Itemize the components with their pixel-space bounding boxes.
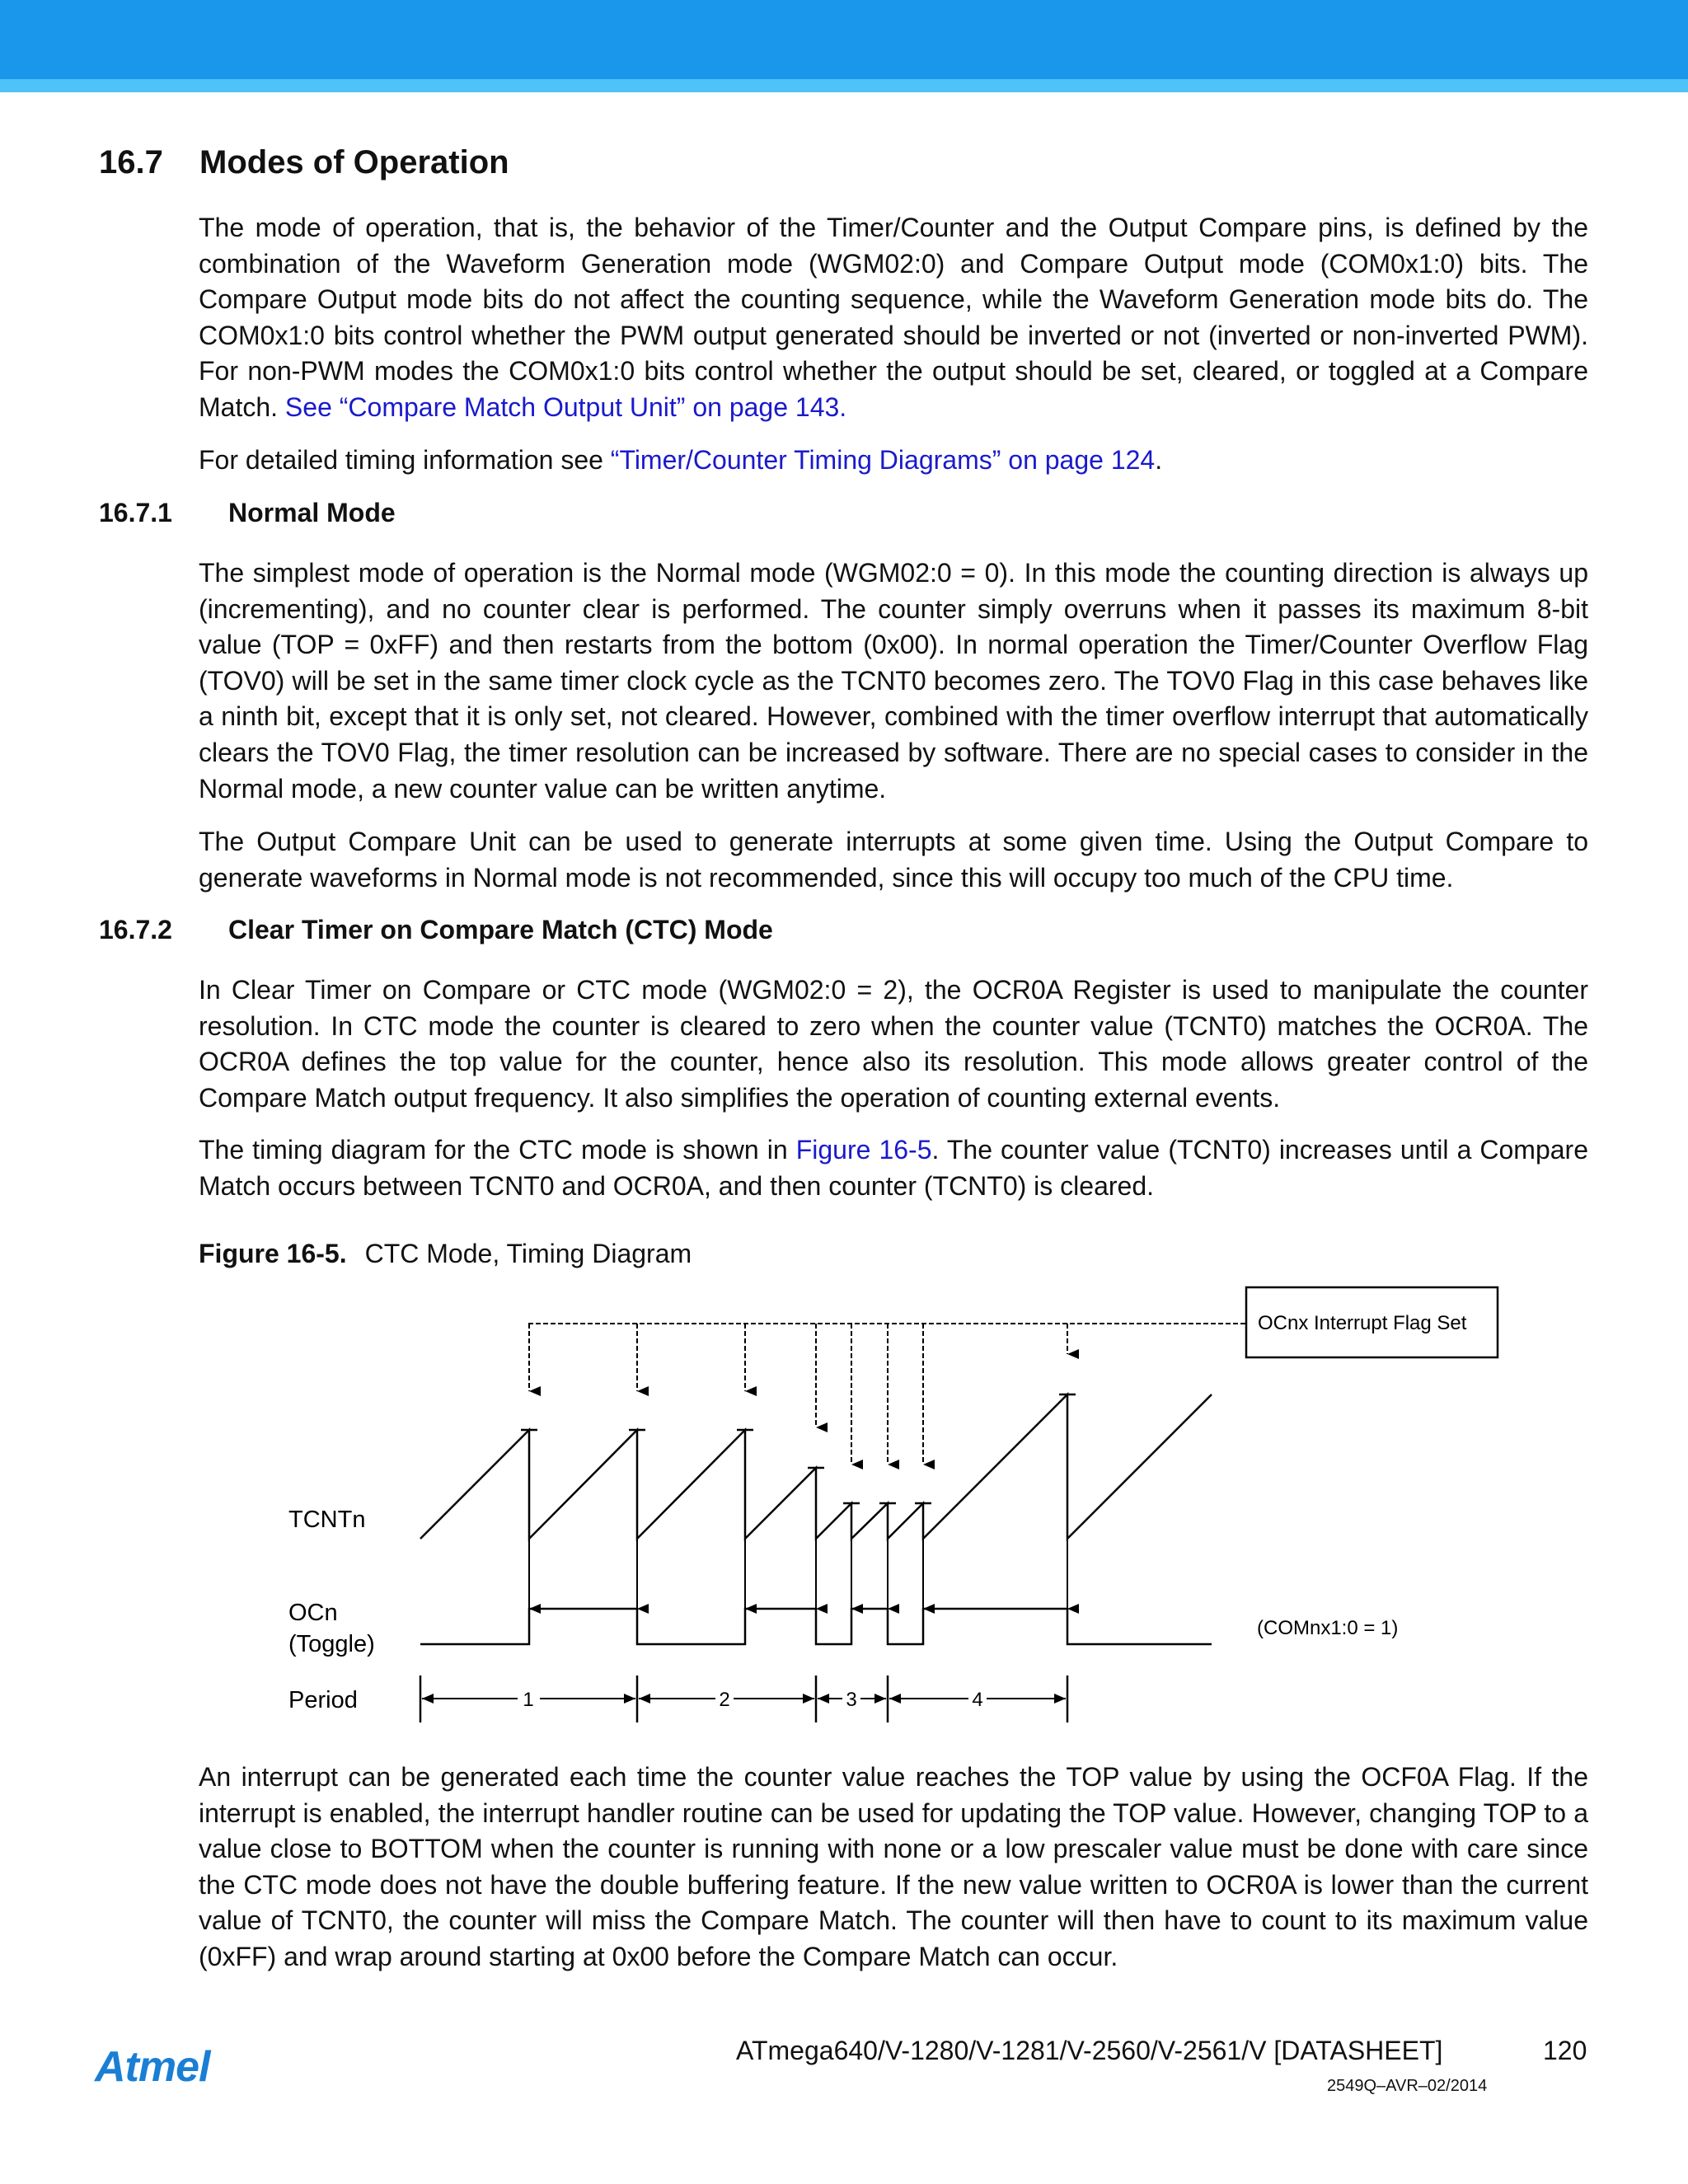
intro-text-2-pre: For detailed timing information see [199, 445, 611, 475]
intro-paragraph-1 [199, 210, 1588, 426]
period-3: 3 [846, 1689, 857, 1711]
flag-set-label: OCnx Interrupt Flag Set [1258, 1312, 1467, 1334]
ctc-text-2-post: . The counter value (TCNT0) increases until a Compare Match occurs between TCNT0 and OCR0A, and then counter (TCNT0) is cleared. [199, 1135, 1589, 1201]
ctc-paragraph-3: An interrupt can be generated each time the counter value reaches the TOP value by using the OCF0A Flag. If the interrupt is enabled, the interrupt handler routine can be used for updating the TOP value. However, changing TOP to a value close to BOTTOM when the counter is running with none or a low prescaler value must be done with care since the CTC mode does not have the double buffering feature. If the new value written to OCR0A is lower than the current value of TCNT0, the counter will miss the Compare Match. The counter will then have to count to its maximum value (0xFF) and wrap around starting at 0x00 before the Compare Match can occur. [199, 1762, 1588, 1971]
period-label: Period [288, 1687, 358, 1713]
normal-paragraph-1: The simplest mode of operation is the Normal mode (WGM02:0 = 0). In this mode the counting direction is always up (incrementing), and no counter clear is performed. The counter simply overruns when it passes its maximum 8-bit value (TOP = 0xFF) and then restarts from the bottom (0x00). In normal operation the Timer/Counter Overflow Flag (TOV0) will be set in the same timer clock cycle as the TCNT0 becomes zero. The TOV0 Flag in this case behaves like a ninth bit, except that it is only set, not cleared. However, combined with the timer overflow interrupt that automatically clears the TOV0 Flag, the timer resolution can be increased by software. There are no special cases to consider in the Normal mode, a new counter value can be written anytime. [199, 558, 1588, 804]
ocn-label: OCn [288, 1600, 338, 1626]
subsection-title-ctc: Clear Timer on Compare Match (CTC) Mode [228, 915, 773, 944]
period-1: 1 [523, 1689, 534, 1711]
flag-arrows [529, 1324, 1067, 1465]
figure-caption [199, 1239, 692, 1269]
subsection-number-normal: 16.7.1 [99, 498, 172, 527]
section-number: 16.7 [99, 144, 163, 180]
ctc-timing-diagram [0, 1269, 1688, 1731]
figure-title: CTC Mode, Timing Diagram [364, 1239, 692, 1268]
header-stripe [0, 79, 1688, 92]
intro-text-2-post: . [1155, 445, 1163, 475]
ctc-paragraph-1: In Clear Timer on Compare or CTC mode (WGM02:0 = 2), the OCR0A Register is used to manipulate the counter resolution. In CTC mode the counter is cleared to zero when the counter value (TCNT0) matches the OCR0A. The OCR0A defines the top value for the counter, hence also its resolution. This mode allows greater control of the Compare Match output frequency. It also simplifies the operation of counting external events. [199, 975, 1588, 1113]
normal-paragraph-2: The Output Compare Unit can be used to generate interrupts at some given time. Using the Output Compare to generate waveforms in Normal mode is not recommended, since this will occupy too much of the CPU time. [199, 827, 1588, 893]
timing-diagrams-link[interactable]: “Timer/Counter Timing Diagrams” on page 124 [610, 445, 1156, 475]
period-2: 2 [719, 1689, 730, 1711]
toggle-label: (Toggle) [288, 1631, 375, 1657]
section-heading [99, 144, 509, 181]
intro-paragraph-2 [199, 443, 1588, 479]
subsection-title-normal: Normal Mode [228, 498, 396, 527]
section-title: Modes of Operation [199, 144, 509, 180]
document-id: 2549Q–AVR–02/2014 [1327, 2077, 1488, 2095]
ctc-text-2-pre: The timing diagram for the CTC mode is shown in [199, 1135, 796, 1165]
compare-match-output-link[interactable]: See “Compare Match Output Unit” on page 143. [284, 391, 847, 422]
subsection-number-ctc: 16.7.2 [99, 915, 172, 944]
header-bar [0, 0, 1688, 79]
period-4: 4 [972, 1689, 983, 1711]
subsection-heading-normal [99, 498, 396, 528]
figure-label: Figure 16-5. [199, 1239, 347, 1268]
subsection-heading-ctc [99, 915, 773, 945]
ocn-waveform [420, 1609, 1212, 1644]
tcnt-label: TCNTn [288, 1507, 366, 1533]
footer-title: ATmega640/V-1280/V-1281/V-2560/V-2561/V [DATASHEET] [736, 2036, 1443, 2065]
atmel-logo: Atmel [95, 2043, 210, 2091]
intro-text-1: The mode of operation, that is, the behavior of the Timer/Counter and the Output Compare pins, is defined by the combination of the Waveform Generation mode (WGM02:0) and Compare Output mode (COM0x1:0) bits. The Compare Output mode bits do not affect the counting sequence, while the Waveform Generation mode bits do. The COM0x1:0 bits control whether the PWM output generated should be inverted or not (inverted or non-inverted PWM). For non-PWM modes the COM0x1:0 bits control whether the output should be set, cleared, or toggled at a Compare Match. [199, 213, 1588, 422]
toggle-arrows [529, 1539, 1067, 1609]
figure-16-5-link[interactable]: Figure 16-5 [795, 1135, 932, 1165]
page-number: 120 [1543, 2036, 1587, 2065]
com-mode-note: (COMnx1:0 = 1) [1257, 1617, 1399, 1639]
ctc-paragraph-2 [199, 1132, 1588, 1204]
